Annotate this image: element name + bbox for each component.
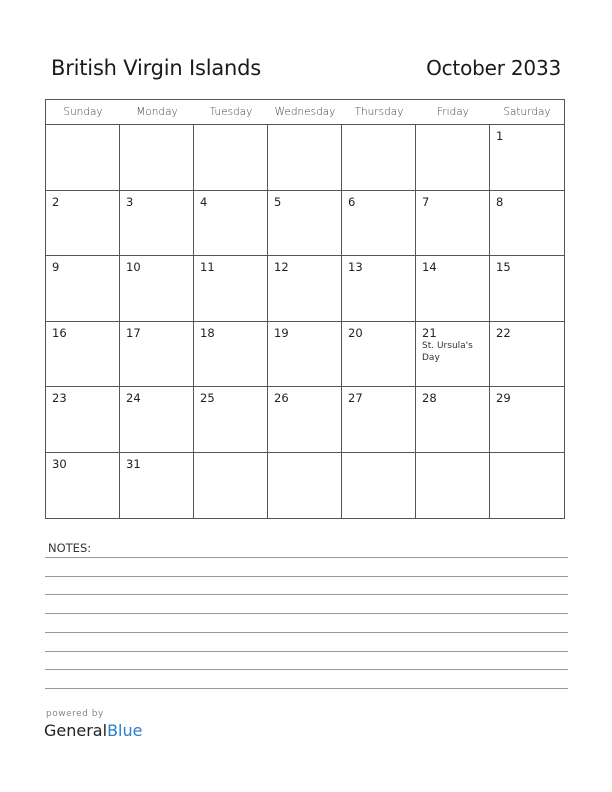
day-number: 12 [274, 260, 289, 274]
day-cell [268, 125, 342, 191]
day-cell [416, 387, 490, 453]
day-number: 4 [200, 194, 208, 209]
holiday-label: St. Ursula's Day [422, 340, 473, 363]
day-number: 19 [274, 325, 289, 340]
day-number: 28 [422, 391, 437, 405]
weekday-header-row [46, 100, 564, 125]
day-cell [46, 387, 120, 453]
day-cell [342, 453, 416, 519]
day-cell [120, 322, 194, 388]
day-cell [268, 387, 342, 453]
powered-by-text: powered by [46, 709, 104, 719]
day-number: 25 [200, 391, 215, 405]
weekday-label: Thursday [354, 106, 404, 118]
day-number: 8 [496, 194, 504, 209]
weekday-label: Monday [136, 106, 178, 118]
day-cell [268, 256, 342, 322]
day-cell [416, 453, 490, 519]
day-number: 18 [200, 325, 215, 340]
day-cell [120, 125, 194, 191]
day-number: 29 [496, 391, 511, 405]
note-line [45, 688, 568, 689]
day-cell [342, 125, 416, 191]
day-number: 24 [126, 391, 141, 405]
day-number: 13 [348, 260, 363, 274]
note-line [45, 632, 568, 633]
note-line [45, 557, 568, 558]
day-number: 30 [52, 456, 67, 471]
day-cell [342, 191, 416, 257]
day-cell [194, 322, 268, 388]
day-number: 10 [126, 260, 141, 274]
day-number: 11 [200, 260, 215, 274]
brand-part-general: General [44, 721, 108, 740]
day-number: 27 [348, 391, 363, 405]
day-cell [194, 256, 268, 322]
weekday-label: Friday [437, 106, 469, 118]
day-cell [46, 256, 120, 322]
day-number: 9 [52, 260, 60, 274]
day-cell [490, 191, 564, 257]
day-cell [194, 191, 268, 257]
brand-part-blue: Blue [107, 721, 143, 740]
day-cell [120, 453, 194, 519]
day-number: 20 [348, 325, 363, 340]
note-line [45, 576, 568, 577]
calendar-month-title: October 2033 [426, 56, 561, 80]
day-number: 26 [274, 391, 289, 405]
day-cell [416, 322, 490, 388]
generalblue-logo [44, 721, 142, 740]
day-cell [120, 256, 194, 322]
day-cell [268, 322, 342, 388]
day-number: 21 [422, 325, 437, 340]
note-line [45, 594, 568, 595]
day-cell [46, 125, 120, 191]
weekday-label: Wednesday [274, 106, 336, 118]
day-number: 23 [52, 391, 67, 405]
day-cell [490, 125, 564, 191]
day-number: 6 [348, 194, 356, 209]
day-cell [46, 322, 120, 388]
note-line [45, 669, 568, 670]
day-cell [268, 453, 342, 519]
day-number: 17 [126, 325, 141, 340]
day-cell [416, 256, 490, 322]
day-cell [268, 191, 342, 257]
day-cell [490, 256, 564, 322]
day-cell [194, 125, 268, 191]
day-number: 7 [422, 194, 430, 209]
day-number: 15 [496, 260, 511, 274]
day-number: 16 [52, 325, 67, 340]
day-number: 14 [422, 260, 437, 274]
day-number: 5 [274, 194, 282, 209]
day-cell [490, 453, 564, 519]
day-cell [342, 256, 416, 322]
notes-label: NOTES: [48, 541, 92, 555]
day-cell [120, 387, 194, 453]
day-number: 3 [126, 194, 134, 209]
day-number: 22 [496, 325, 511, 340]
day-cell [46, 453, 120, 519]
calendar-weeks [46, 125, 564, 518]
day-cell [342, 322, 416, 388]
day-number: 1 [496, 129, 504, 143]
day-cell [416, 191, 490, 257]
month-calendar-grid [45, 99, 565, 519]
day-number: 2 [52, 194, 60, 209]
note-line [45, 613, 568, 614]
day-cell [342, 387, 416, 453]
weekday-label: Tuesday [209, 106, 253, 118]
weekday-label: Sunday [63, 106, 103, 118]
day-cell [490, 322, 564, 388]
day-number: 31 [126, 456, 141, 471]
note-line [45, 651, 568, 652]
day-cell [490, 387, 564, 453]
day-cell [120, 191, 194, 257]
calendar-country-title: British Virgin Islands [51, 56, 262, 80]
day-cell [194, 387, 268, 453]
day-cell [416, 125, 490, 191]
day-cell [194, 453, 268, 519]
day-cell [46, 191, 120, 257]
weekday-label: Saturday [503, 106, 551, 118]
